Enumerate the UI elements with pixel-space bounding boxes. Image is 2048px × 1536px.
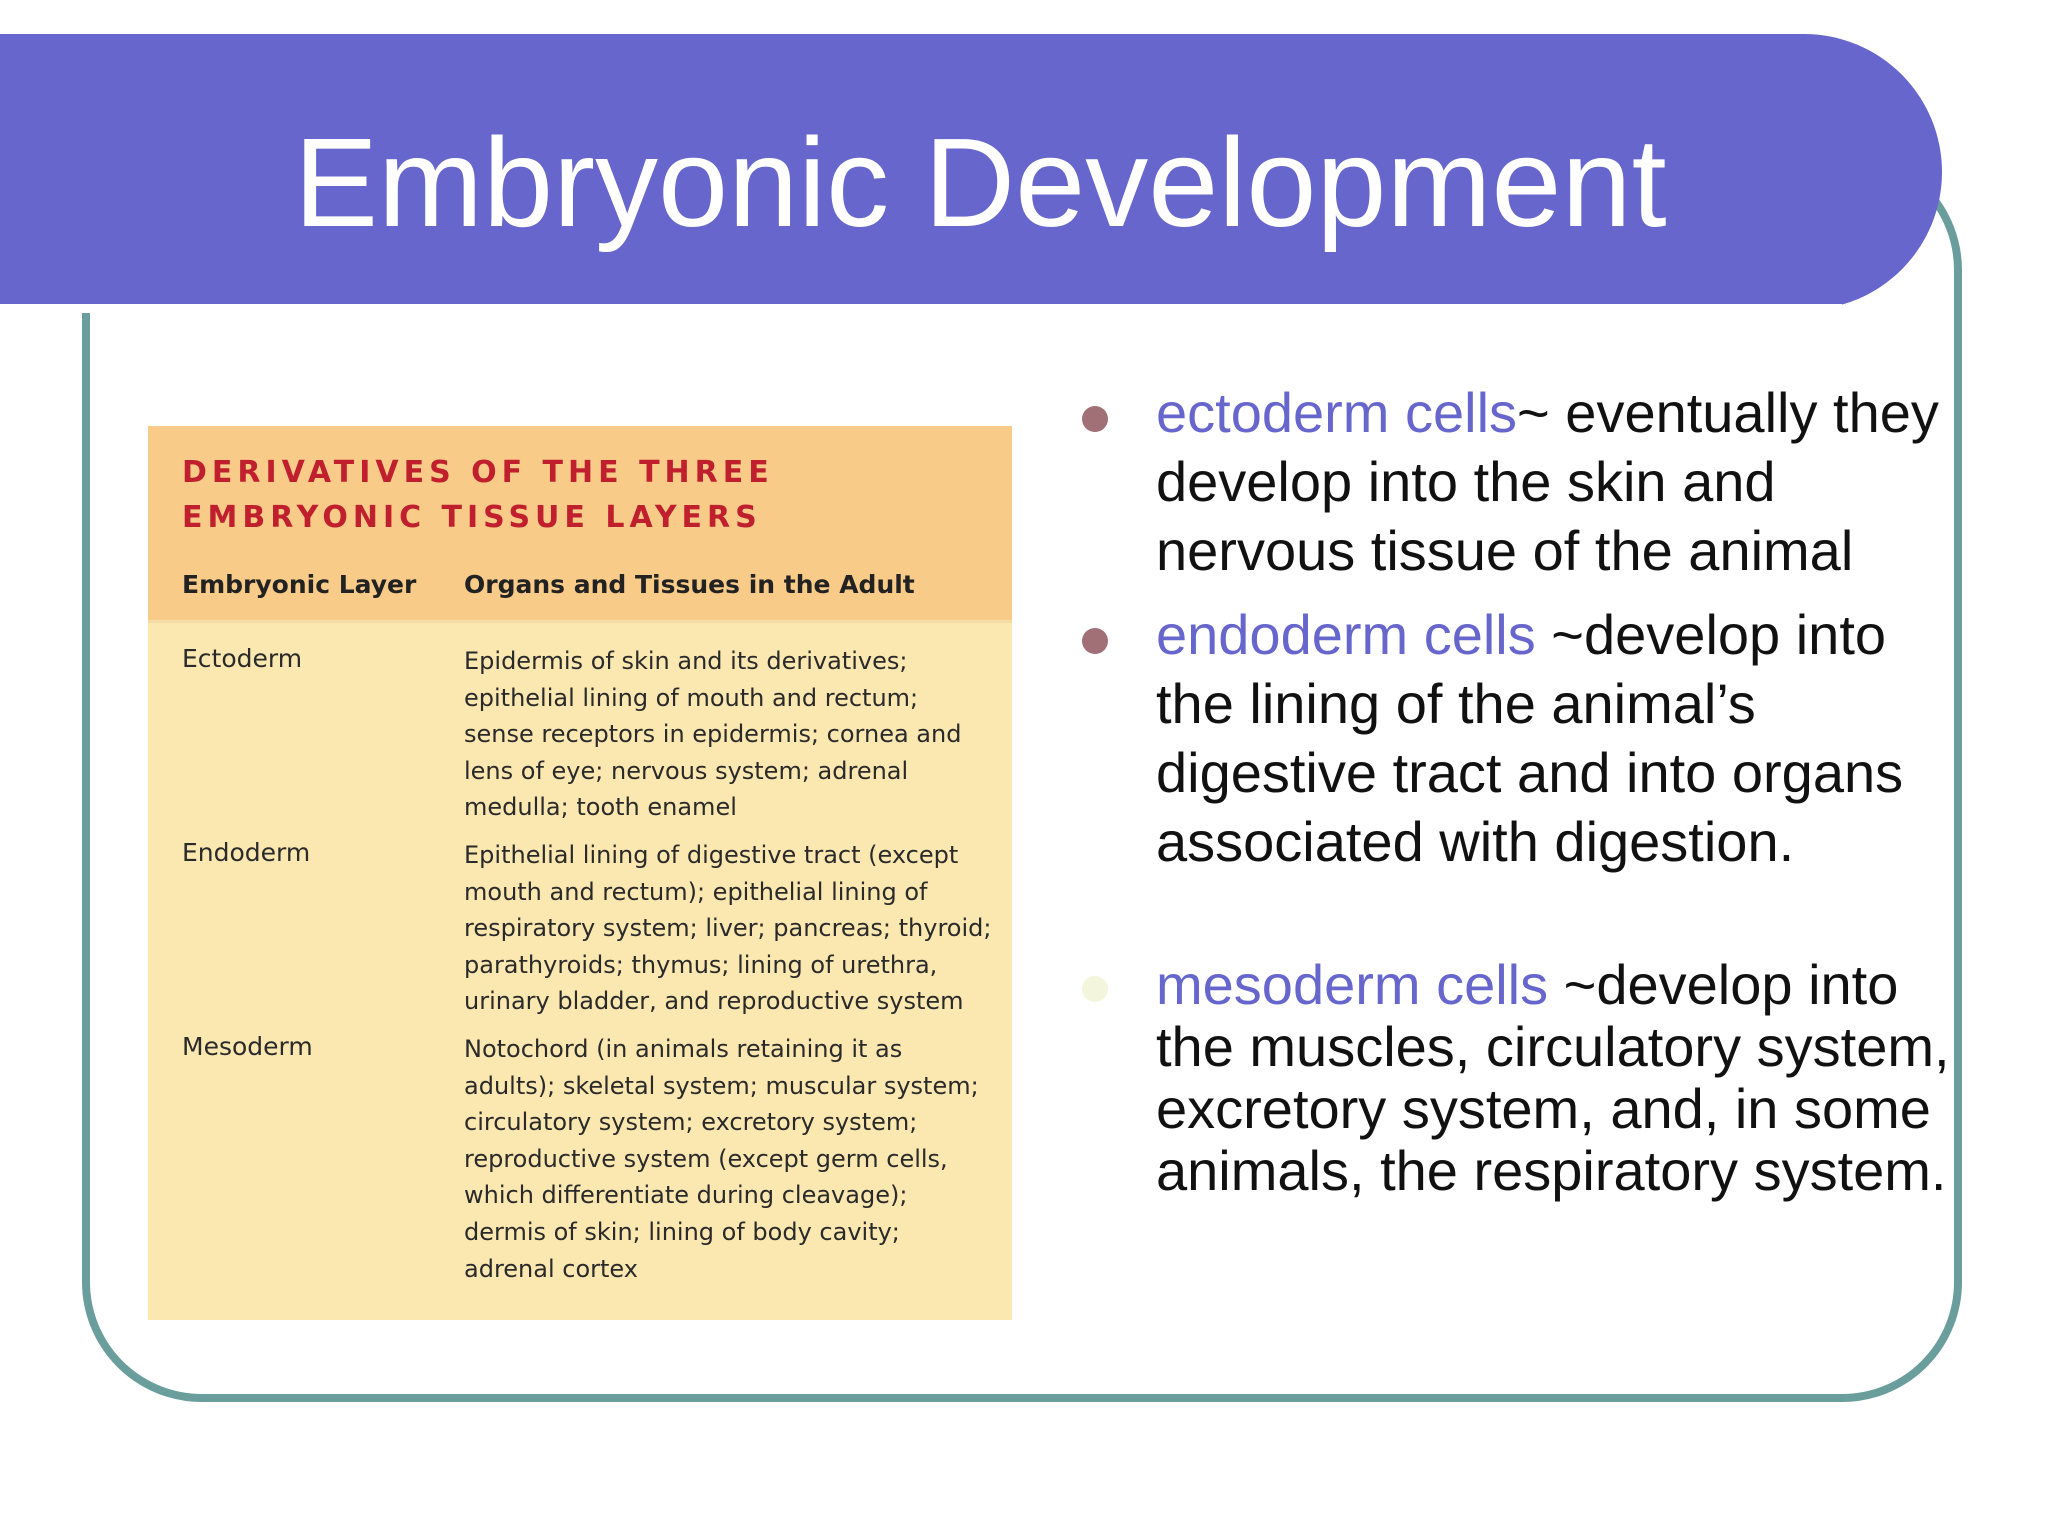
bullet-description: ~develop into the muscles, circulatory system, excretory system, and, in some animals, the respiratory system.	[1156, 953, 1950, 1202]
bullet-term: endoderm cells	[1156, 603, 1536, 666]
title-underline	[0, 304, 1842, 313]
slide-title: Embryonic Development	[294, 112, 1667, 253]
table-row-organs: Notochord (in animals retaining it as adults); skeletal system; muscular system; circulatory system; excretory system; reproductive system (except germ cells, which differentiate during cleavage); dermis of skin; lining of body cavity; adrenal cortex	[464, 1035, 979, 1283]
table-row-layer: Endoderm	[182, 838, 311, 867]
derivatives-table	[148, 426, 1012, 1320]
bullet-term: ectoderm cells	[1156, 381, 1518, 444]
table-title-line-2: EMBRYONIC TISSUE LAYERS	[182, 500, 762, 535]
column-header-organs: Organs and Tissues in the Adult	[464, 570, 915, 599]
bullet-dot-icon	[1082, 406, 1108, 432]
bullet-term: mesoderm cells	[1156, 953, 1549, 1016]
bullet-dot-icon	[1082, 976, 1108, 1002]
table-row-layer: Mesoderm	[182, 1032, 313, 1061]
bullet-description: ~develop into the lining of the animal’s digestive tract and into organs associated with digestion.	[1156, 603, 1904, 873]
table-row-layer: Ectoderm	[182, 644, 303, 673]
table-row-organs: Epidermis of skin and its derivatives; epithelial lining of mouth and rectum; sense receptors in epidermis; cornea and lens of eye; nervous system; adrenal medulla; tooth enamel	[464, 647, 962, 822]
title-bar	[0, 34, 1942, 310]
table-header-band	[148, 426, 1012, 623]
table-title	[182, 450, 982, 540]
bullet-description: ~ eventually they develop into the skin and nervous tissue of the animal	[1156, 381, 1939, 582]
table-row-organs: Epithelial lining of digestive tract (except mouth and rectum); epithelial lining of respiratory system; liver; pancreas; thyroid; parathyroids; thymus; lining of urethra, urinary bladder, and reproductive system	[464, 841, 992, 1016]
table-title-line-1: DERIVATIVES OF THE THREE	[182, 455, 774, 490]
bullet-dot-icon	[1082, 628, 1108, 654]
column-header-layer: Embryonic Layer	[182, 570, 417, 599]
